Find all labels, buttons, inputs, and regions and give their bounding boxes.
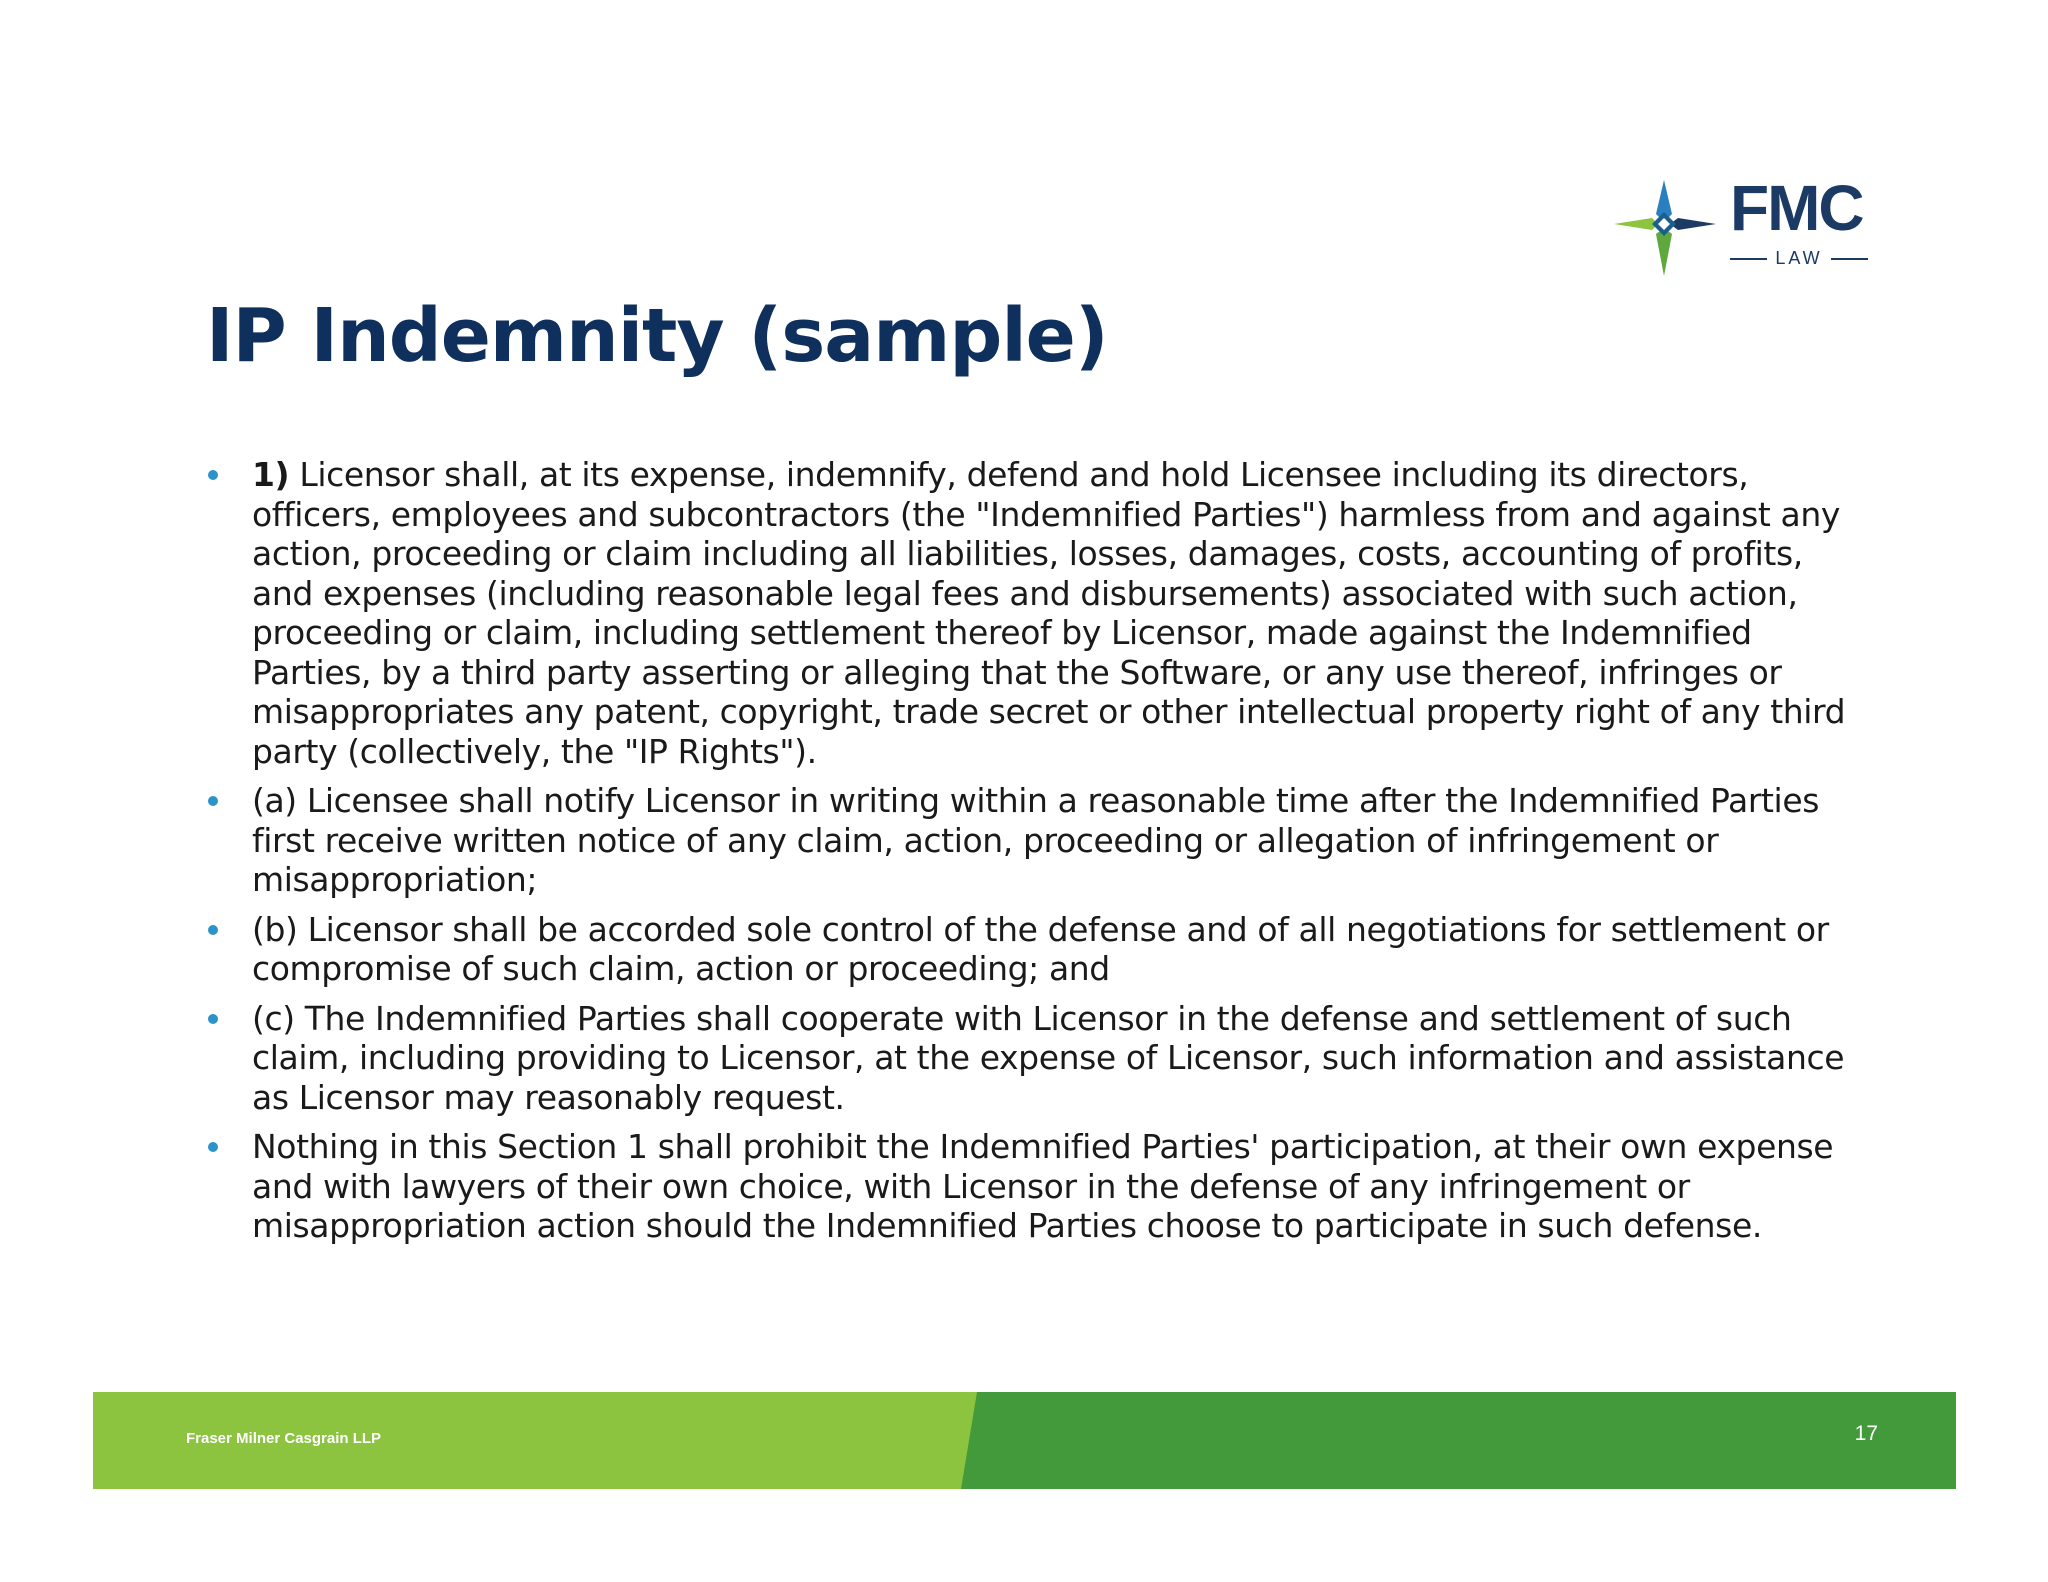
list-item-text: Nothing in this Section 1 shall prohibit the Indemnified Parties' participation, at their own expense and with lawyers of their own choice, with Licensor in the defense of any infringement or misappropriation action should the Indemnified Parties choose to participate in such defense. — [252, 1127, 1834, 1245]
list-item — [206, 999, 1846, 1118]
page-title: IP Indemnity (sample) — [206, 293, 1108, 379]
list-item — [206, 1127, 1846, 1246]
list-item — [206, 455, 1846, 771]
list-item-text: Licensor shall, at its expense, indemnify, defend and hold Licensee including its directors, officers, employees and subcontractors (the "Indemnified Parties") harmless from and against any action, proceeding or claim including all liabilities, losses, damages, costs, accounting of profits, and expenses (including reasonable legal fees and disbursements) associated with such action, proceeding or claim, including settlement thereof by Licensor, made against the Indemnified Parties, by a third party asserting or alleging that the Software, or any use thereof, infringes or misappropriates any patent, copyright, trade secret or other intellectual property right of any third party (collectively, the "IP Rights"). — [252, 455, 1846, 771]
list-item-text: (a) Licensee shall notify Licensor in writing within a reasonable time after the Indemnified Parties first receive written notice of any claim, action, proceeding or allegation of infringement or misappropriation; — [252, 781, 1820, 899]
list-item — [206, 781, 1846, 900]
logo-rule-right — [1831, 258, 1868, 260]
list-item-text: (c) The Indemnified Parties shall cooperate with Licensor in the defense and settlement of such claim, including providing to Licensor, at the expense of Licensor, such information and assistance as Licensor may reasonably request. — [252, 998, 1845, 1117]
logo-subtitle — [1730, 248, 1868, 269]
page-number: 17 — [1854, 1422, 1878, 1445]
four-point-star-icon — [1612, 172, 1724, 276]
list-item — [206, 910, 1846, 989]
logo-rule-left — [1730, 258, 1767, 260]
footer-bar — [93, 1392, 1956, 1489]
fmc-law-logo — [1612, 172, 1872, 282]
clause-number: 1) — [252, 455, 290, 494]
bullet-icon — [208, 796, 218, 806]
list-item-text: (b) Licensor shall be accorded sole control of the defense and of all negotiations for settlement or compromise of such claim, action or proceeding; and — [252, 909, 1829, 988]
bullet-icon — [208, 470, 218, 480]
logo-sub-text: LAW — [1775, 248, 1823, 268]
bullet-icon — [208, 925, 218, 935]
footer-firm-name: Fraser Milner Casgrain LLP — [186, 1430, 382, 1447]
logo-name: FMC — [1730, 172, 1863, 244]
bullet-list — [206, 455, 1846, 1256]
bullet-icon — [208, 1014, 218, 1024]
bullet-icon — [208, 1142, 218, 1152]
